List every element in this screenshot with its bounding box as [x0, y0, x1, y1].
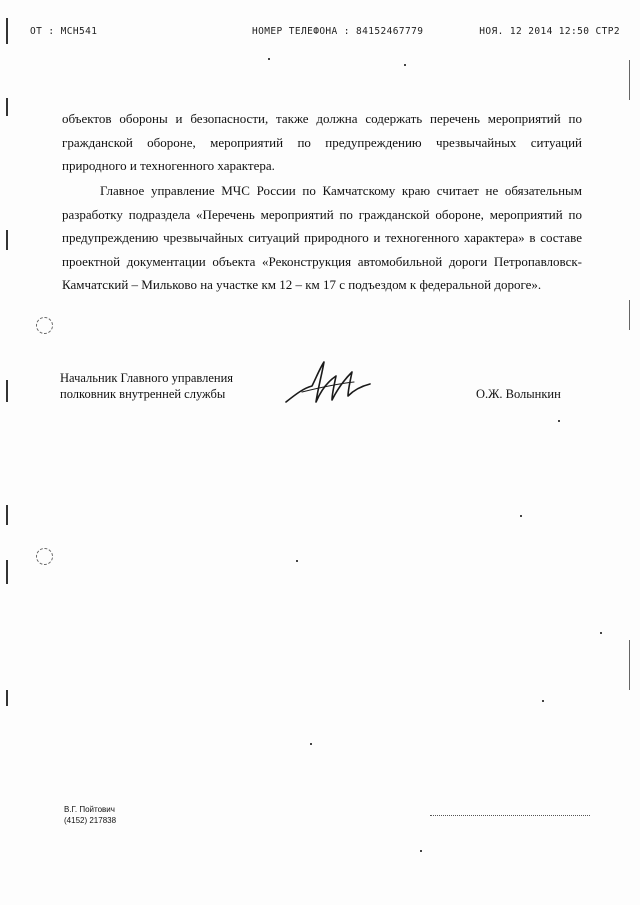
scan-edge-mark: [629, 640, 630, 690]
punch-hole-mark: [36, 317, 53, 334]
scan-speck: [520, 515, 522, 517]
executor-footer: [64, 805, 116, 826]
scan-edge-mark: [629, 300, 630, 330]
scan-speck: [310, 743, 312, 745]
fax-from: ОТ : МСН541: [30, 26, 98, 37]
scan-edge-mark: [6, 505, 8, 525]
handwritten-signature: [282, 358, 374, 412]
fax-phone-number: НОМЕР ТЕЛЕФОНА : 84152467779: [252, 26, 424, 37]
scan-speck: [268, 58, 270, 60]
signatory-title-line-2: полковник внутренней службы: [60, 387, 226, 401]
letter-paragraph-1: объектов обороны и безопасности, также должна содержать перечень мероприятий по гражданской обороне, мероприятий по предупреждению чрезвычайных ситуаций природного и техногенного характера.: [62, 111, 582, 173]
scan-speck: [420, 850, 422, 852]
scan-speck: [600, 632, 602, 634]
scan-edge-mark: [6, 230, 8, 250]
scan-edge-mark: [6, 560, 8, 584]
scan-speck: [558, 420, 560, 422]
executor-name: В.Г. Пойтович: [64, 805, 115, 814]
scan-speck: [296, 560, 298, 562]
fax-date-page: НОЯ. 12 2014 12:50 СТР2: [479, 26, 620, 37]
letter-paragraph-2: Главное управление МЧС России по Камчатскому краю считает не обязательным разработку подраздела «Перечень мероприятий по гражданской обороне, мероприятий по предупреждению чрезвычайных ситуаций природного и техногенного характера» в составе проектной документации объекта «Реконструкция автомобильной дороги Петропавловск-Камчатский – Мильково на участке км 12 – км 17 с подъездом к федеральной дороге».: [62, 183, 582, 292]
signatory-title-line-1: Начальник Главного управления: [60, 371, 234, 385]
scan-edge-mark: [629, 60, 630, 100]
punch-hole-mark: [36, 548, 53, 565]
scan-edge-mark: [6, 690, 8, 706]
executor-phone: (4152) 217838: [64, 815, 117, 825]
scan-speck: [404, 64, 406, 66]
signatory-name: О.Ж. Волынкин: [476, 387, 561, 401]
fax-header: [30, 26, 624, 40]
scan-edge-mark: [6, 98, 8, 116]
signatory-title: [60, 370, 233, 402]
scan-edge-mark: [6, 380, 8, 402]
scan-speck: [542, 700, 544, 702]
scan-edge-mark: [6, 18, 8, 44]
receipt-stamp-line: [430, 815, 590, 816]
